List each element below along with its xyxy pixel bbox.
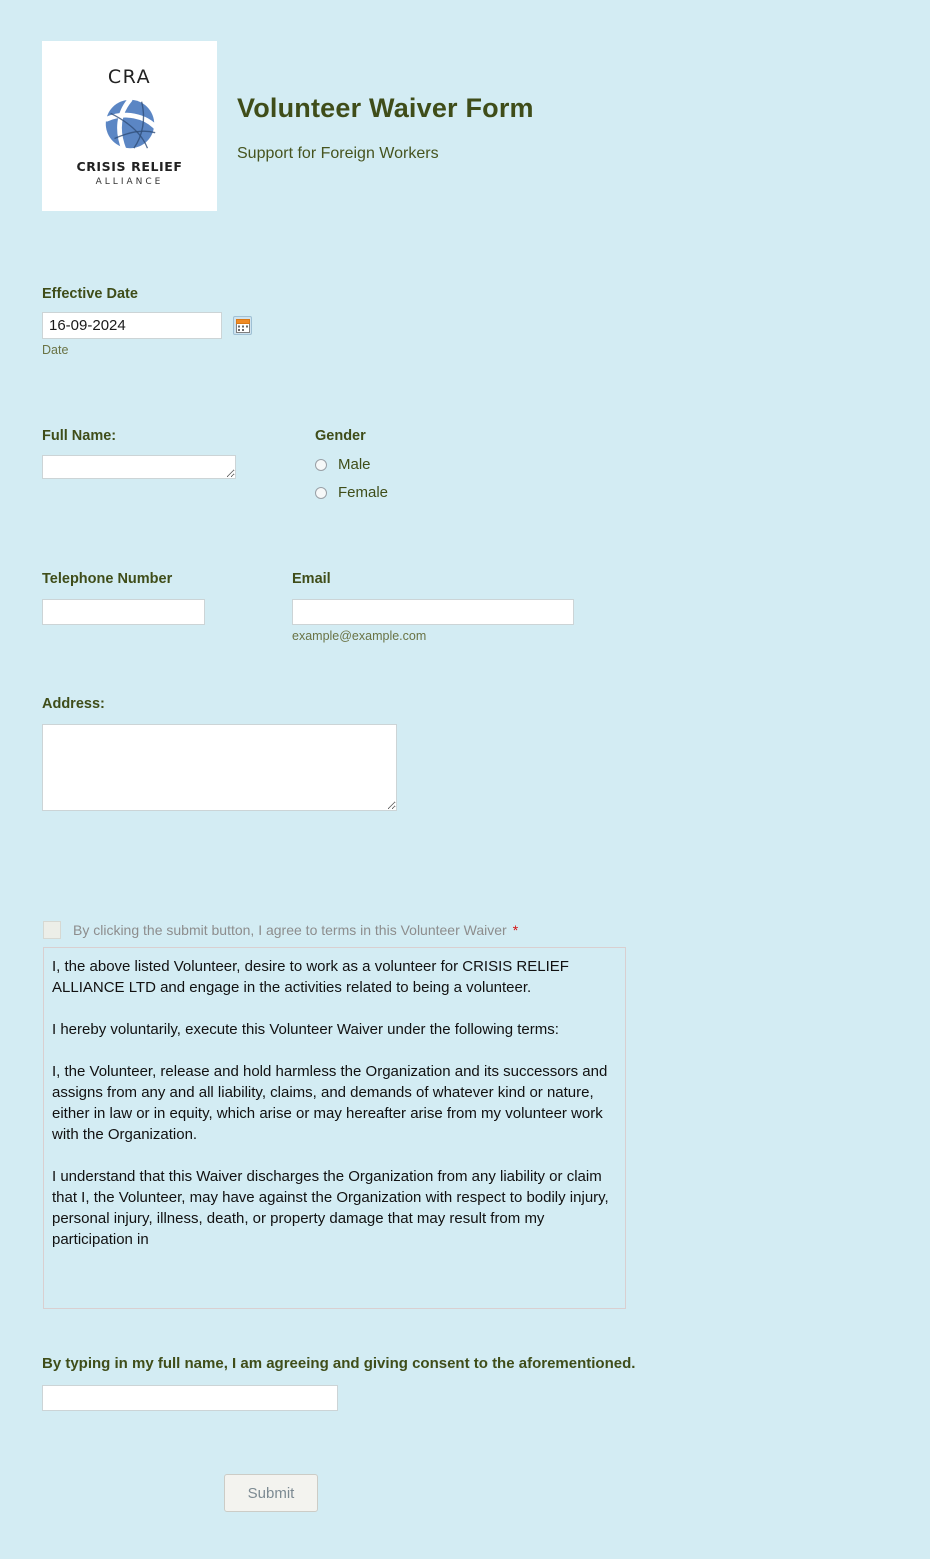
- email-field: [292, 571, 574, 644]
- logo-acronym: CRA: [107, 65, 152, 88]
- consent-label: By typing in my full name, I am agreeing and giving consent to the aforementioned.: [42, 1355, 636, 1372]
- submit-area: [224, 1474, 318, 1512]
- email-input[interactable]: [292, 599, 574, 625]
- effective-date-field: [42, 286, 252, 358]
- full-name-input[interactable]: [42, 455, 236, 479]
- page-subtitle: Support for Foreign Workers: [237, 144, 439, 162]
- full-name-label: Full Name:: [42, 428, 117, 444]
- calendar-icon[interactable]: [233, 316, 252, 335]
- waiver-paragraph: I, the Volunteer, release and hold harmless the Organization and its successors and assigns from any and all liability, claims, and demands of whatever kind or nature, either in law or in equity, which arise or may hereafter arise from my volunteer work with the Organization.: [52, 1063, 608, 1143]
- consent-field: [42, 1355, 635, 1411]
- header-text-block: [237, 41, 534, 163]
- logo-name: CRISIS RELIEF: [76, 158, 183, 174]
- consent-input[interactable]: [42, 1385, 338, 1411]
- gender-option-female[interactable]: [315, 484, 388, 501]
- gender-field: [315, 428, 388, 501]
- agreement-section: [43, 921, 626, 1309]
- waiver-paragraph: I, the above listed Volunteer, desire to work as a volunteer for CRISIS RELIEF ALLIANCE LTD and engage in the activities related to being a volunteer.: [52, 958, 569, 996]
- organization-logo: [42, 41, 217, 211]
- waiver-paragraph: I understand that this Waiver discharges the Organization from any liability or claim that I, the Volunteer, may have against the Organization with respect to bodily injury, personal injury, illness, death, or property damage that may result from my participation in: [52, 1168, 609, 1248]
- agreement-checkbox-row[interactable]: [43, 921, 626, 939]
- effective-date-row: [42, 312, 252, 339]
- address-field: [42, 696, 397, 811]
- gender-option-male[interactable]: [315, 456, 388, 473]
- waiver-text-box[interactable]: [43, 947, 626, 1309]
- submit-button[interactable]: Submit: [224, 1474, 318, 1512]
- address-label: Address:: [42, 696, 105, 712]
- radio-icon-female[interactable]: [315, 487, 327, 499]
- form-header: [42, 41, 534, 211]
- gender-label: Gender: [315, 428, 366, 444]
- page-title: Volunteer Waiver Form: [237, 93, 534, 123]
- waiver-paragraph: I hereby voluntarily, execute this Volunteer Waiver under the following terms:: [52, 1021, 559, 1038]
- required-asterisk: *: [512, 922, 519, 938]
- logo-subname: ALLIANCE: [95, 176, 164, 187]
- gender-option-male-label: Male: [338, 456, 371, 474]
- agreement-checkbox[interactable]: [43, 921, 61, 939]
- gender-option-female-label: Female: [338, 484, 389, 502]
- globe-icon: [99, 92, 161, 154]
- effective-date-input[interactable]: [42, 312, 222, 339]
- telephone-input[interactable]: [42, 599, 205, 625]
- effective-date-label: Effective Date: [42, 286, 138, 302]
- email-sublabel: example@example.com: [292, 629, 427, 644]
- agreement-checkbox-label: By clicking the submit button, I agree to terms in this Volunteer Waiver: [73, 922, 507, 938]
- telephone-label: Telephone Number: [42, 571, 173, 587]
- email-label: Email: [292, 571, 331, 587]
- effective-date-sublabel: Date: [42, 343, 69, 358]
- radio-icon-male[interactable]: [315, 459, 327, 471]
- full-name-field: [42, 428, 236, 479]
- telephone-field: [42, 571, 205, 625]
- calendar-glyph: [236, 319, 250, 333]
- address-input[interactable]: [42, 724, 397, 811]
